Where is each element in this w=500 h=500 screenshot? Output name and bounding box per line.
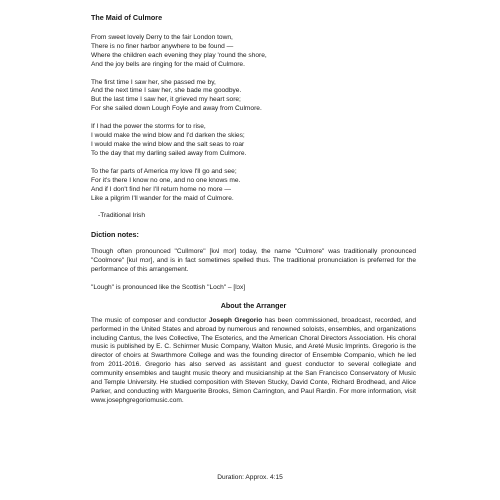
poem-line: I would make the wind blow and the salt seas to roar	[91, 140, 245, 148]
poem-attribution: -Traditional Irish	[98, 212, 146, 220]
diction-paragraph: "Lough" is pronounced like the Scottish "Loch" – [lɔx]	[91, 283, 246, 291]
poem-line: There is no finer harbor anywhere to be found —	[91, 42, 234, 50]
arranger-bio	[91, 317, 416, 406]
poem-line: To the day that my darling sailed away from Culmore.	[91, 149, 247, 157]
diction-heading: Diction notes:	[91, 230, 139, 240]
bio-intro: The music of composer and conductor	[91, 316, 209, 324]
poem-line: And if I don't find her I'll return home no more —	[91, 185, 231, 193]
stanza-4	[91, 168, 416, 204]
duration-footer: Duration: Approx. 4:15	[217, 474, 283, 481]
stanza-2	[91, 79, 416, 115]
poem-line: I would make the wind blow and I'd darken the skies;	[91, 132, 245, 140]
poem-line: The first time I saw her, she passed me by,	[91, 78, 216, 86]
poem-line: For she sailed down Lough Foyle and away from Culmore.	[91, 105, 262, 113]
poem-line: If I had the power the storms for to rise,	[91, 123, 206, 131]
poem-line: From sweet lovely Derry to the fair London town,	[91, 33, 233, 41]
poem-line: For it's there I know no one, and no one knows me.	[91, 176, 241, 184]
poem-line: Like a pilgrim I'll wander for the maid of Culmore.	[91, 194, 234, 202]
poem-line: And the next time I saw her, she bade me goodbye.	[91, 87, 242, 95]
poem-line: And the joy bells are ringing for the maid of Culmore.	[91, 60, 245, 68]
poem-title: The Maid of Culmore	[91, 13, 163, 22]
about-heading: About the Arranger	[220, 300, 287, 310]
bio-body: has been commissioned, broadcast, recorded, and performed in the United States and abroad by numerous and renowned soloists, ensembles, and organizations including Cantus, the Ives Collective, The Esoterics, and the American Choral Directors Association. His choral music is published by E. C. Schirmer Music Company, Walton Music, and Areté Music Imprints. Gregorio is the director of choirs at Swarthmore College and was the founding director of Ensemble Companio, which he led from 2011-2016. Gregorio has also served as assistant and guest conductor to several collegiate and community ensembles and taught music theory and musicianship at the San Francisco Conservatory of Music and Temple University. He studied composition with Steven Stucky, David Conte, Richard Brodhead, and Alice Parker, and conducting with Marguerite Brooks, Simon Carrington, and Paul Rardin. For more information, visit www.josephgregoriomusic.com.	[91, 316, 416, 404]
document-page	[91, 14, 416, 406]
poem-line: Where the children each evening they play 'round the shore,	[91, 51, 267, 59]
poem-line: To the far parts of America my love I'll go and see;	[91, 167, 237, 175]
poem-line: But the last time I saw her, it grieved my heart sore;	[91, 96, 241, 104]
stanza-1	[91, 34, 416, 70]
arranger-name: Joseph Gregorio	[208, 316, 263, 324]
stanza-3	[91, 123, 416, 159]
diction-paragraph: Though often pronounced "Cullmore" [kʌl mɔr] today, the name "Culmore" was traditionally pronounced "Coolmore" [kul mɔr], and is in fact sometimes spelled thus. The traditional pronunciation is preferred for the performance of this arrangement.	[91, 248, 416, 274]
